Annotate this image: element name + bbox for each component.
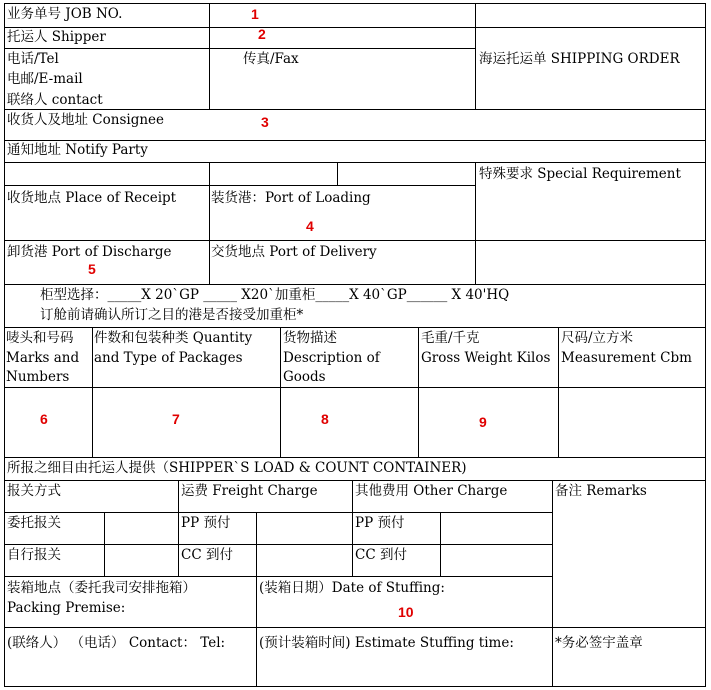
marks-header-en1: Marks and [6, 350, 80, 366]
signature-stamp-note: *务必签宇盖章 [555, 635, 643, 651]
heavy-container-note: 订舱前请确认所订之目的港是否接受加重柜* [40, 307, 304, 323]
stuffing-date-label: (装箱日期）Date of Stuffing: [259, 580, 445, 596]
customs-method-label: 报关方式 [7, 483, 61, 499]
field-marker-3: 3 [261, 114, 269, 130]
field-marker-9: 9 [479, 414, 487, 430]
other-collect-label: CC 到付 [355, 547, 407, 563]
notify-party-label: 通知地址 Notify Party [7, 142, 148, 158]
email-label: 电邮/E-mail [7, 71, 83, 87]
freight-prepaid-label: PP 预付 [181, 515, 231, 531]
place-of-receipt-label: 收货地点 Place of Receipt [7, 190, 177, 206]
packages-header-en: and Type of Packages [94, 350, 243, 366]
contact-tel-label: (联络人） （电话） Contact： Tel: [7, 635, 226, 651]
field-marker-2: 2 [258, 26, 266, 42]
freight-collect-label: CC 到付 [181, 547, 233, 563]
port-of-delivery-label: 交货地点 Port of Delivery [211, 244, 377, 260]
estimate-stuffing-time-label: (预计装箱时间) Estimate Stuffing time: [259, 635, 514, 651]
field-marker-1: 1 [251, 6, 259, 22]
job-no-label: 业务单号 JOB NO. [7, 6, 123, 22]
shipper-load-note: 所报之细目由托运人提供（SHIPPER`S LOAD & COUNT CONTAINER) [7, 460, 467, 476]
packing-premise-en: Packing Premise: [7, 600, 126, 616]
field-marker-8: 8 [321, 411, 329, 427]
field-marker-7: 7 [172, 411, 180, 427]
description-header-cn: 货物描述 [283, 330, 337, 346]
remarks-label: 备注 Remarks [555, 483, 647, 499]
measurement-header-en: Measurement Cbm [561, 350, 692, 366]
other-charge-label: 其他费用 Other Charge [355, 483, 508, 499]
marks-header-cn: 唛头和号码 [6, 330, 74, 346]
packages-header-cn: 件数和包装种类 Quantity [94, 330, 253, 346]
special-requirement-label: 特殊要求 Special Requirement [479, 166, 681, 182]
tel-label: 电话/Tel [7, 51, 59, 67]
port-of-loading-label: 装货港：Port of Loading [211, 190, 371, 206]
packing-premise-cn: 装箱地点（委托我司安排拖箱） [7, 580, 196, 596]
shipper-label: 托运人 Shipper [7, 29, 106, 45]
consignee-label: 收货人及地址 Consignee [7, 112, 165, 128]
form-title: 海运托运单 SHIPPING ORDER [479, 51, 680, 67]
entrust-customs-label: 委托报关 [7, 515, 61, 531]
description-header-en1: Description of [283, 350, 380, 366]
field-marker-6: 6 [40, 411, 48, 427]
marks-header-en2: Numbers [6, 369, 70, 385]
port-of-discharge-label: 卸货港 Port of Discharge [7, 244, 172, 260]
self-customs-label: 自行报关 [7, 547, 61, 563]
fax-label: 传真/Fax [243, 51, 299, 67]
other-prepaid-label: PP 预付 [355, 515, 405, 531]
field-marker-5: 5 [88, 261, 96, 277]
freight-charge-label: 运费 Freight Charge [181, 483, 318, 499]
description-header-en2: Goods [283, 369, 326, 385]
weight-header-en: Gross Weight Kilos [421, 350, 551, 366]
measurement-header-cn: 尺码/立方米 [561, 330, 634, 346]
field-marker-10: 10 [398, 604, 414, 620]
field-marker-4: 4 [306, 218, 314, 234]
weight-header-cn: 毛重/千克 [421, 330, 480, 346]
container-type-selection: 柜型选择：_____X 20`GP _____ X20`加重柜_____X 40`GP______ X 40'HQ [40, 287, 510, 303]
contact-label: 联络人 contact [7, 92, 103, 108]
